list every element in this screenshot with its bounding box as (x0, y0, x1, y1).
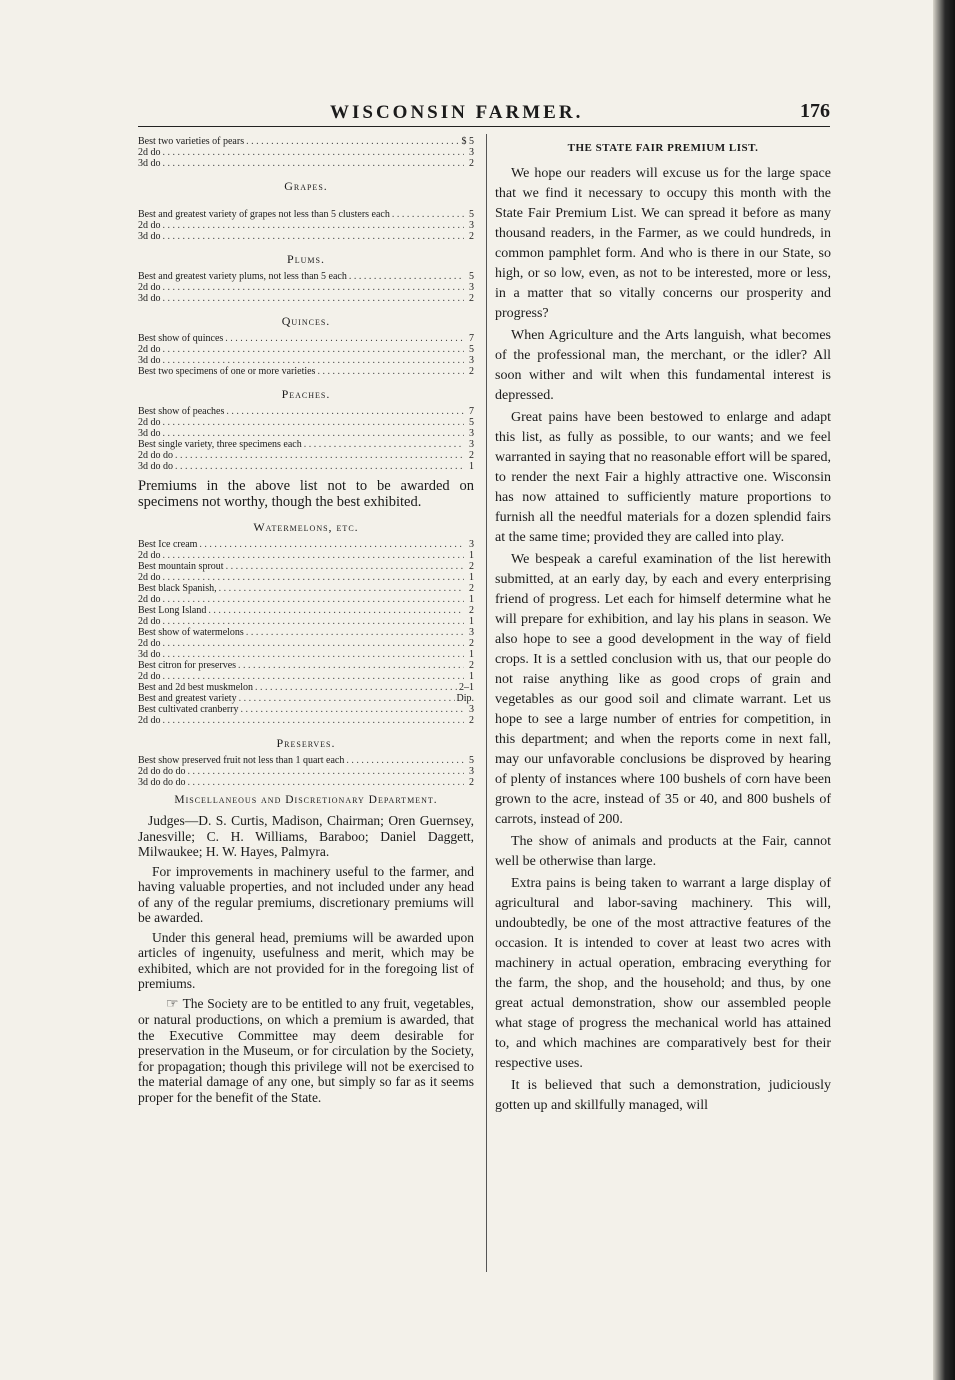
peaches-heading: Peaches. (281, 387, 331, 401)
list-item: 2d do . . . 3 (138, 282, 474, 293)
page-number: 176 (800, 100, 830, 122)
list-item: Best and greatest variety . . . Dip. (138, 693, 474, 704)
masthead-title: WISCONSIN FARMER. (330, 102, 584, 123)
list-item: 2d do . . . 5 (138, 344, 474, 355)
list-item: Best show of quinces . . . 7 (138, 333, 474, 344)
list-item: Best Long Island . . . 2 (138, 605, 474, 616)
list-item: 3d do . . . 3 (138, 428, 474, 439)
list-item: Best show of watermelons . . . 3 (138, 627, 474, 638)
article-paragraph: When Agriculture and the Arts languish, what becomes of the professional man, the merchant, or the idler? All soon wither and wilt when this fundamental interest is depressed. (495, 328, 831, 403)
misc-heading: Miscellaneous and Discretionary Department. (174, 794, 438, 806)
list-item: 2d do . . . 5 (138, 417, 474, 428)
list-item: Best two varieties of pears . . . $ 5 (138, 136, 474, 147)
plums-heading: Plums. (287, 252, 325, 266)
list-item: 3d do . . . 3 (138, 355, 474, 366)
pears-list (138, 136, 474, 169)
list-item: Best black Spanish, . . . 2 (138, 583, 474, 594)
list-item: 2d do . . . 1 (138, 616, 474, 627)
list-item: Best mountain sprout . . . 2 (138, 561, 474, 572)
list-item: Best single variety, three specimens each . . . 3 (138, 439, 474, 450)
list-item: Best and greatest variety of grapes not less than 5 clusters each . . . 5 (138, 198, 474, 220)
column-divider (486, 134, 487, 1272)
list-item: 3d do do . . . 1 (138, 461, 474, 472)
society-paragraph (138, 996, 474, 1106)
ingenuity-paragraph: Under this general head, premiums will be awarded upon articles of ingenuity, usefulness and merit, which may be exhibited, which are not provided for in the foregoing list of premiums. (138, 929, 474, 991)
list-item: 2d do . . . 3 (138, 220, 474, 231)
list-item: Best Ice cream . . . 3 (138, 539, 474, 550)
article-paragraph: We hope our readers will excuse us for the large space that we find it necessary to occupy this month with the State Fair Premium List. We can spread it before as many thousand readers, in the Farmer, as we could hundreds, in common pamphlet form. And who is there in our State, so high, or so low, even, as not to be interested, more or less, in a matter that so vitally concerns our prosperity and progress? (495, 166, 831, 321)
article-title: THE STATE FAIR PREMIUM LIST. (567, 142, 759, 154)
list-item: 2d do . . . 1 (138, 671, 474, 682)
judges-paragraph: Judges—D. S. Curtis, Madison, Chairman; Oren Guernsey, Janesville; C. H. Williams, Baraboo; Daniel Daggett, Milwaukee; H. W. Hayes, Palmyra. (138, 813, 474, 859)
list-item: Best and 2d best muskmelon . . . 2–1 (138, 682, 474, 693)
list-item: 2d do . . . 2 (138, 638, 474, 649)
machinery-paragraph: For improvements in machinery useful to the farmer, and having valuable properties, and not included under any head of any of the regular premiums, discretionary premiums will be awarded. (138, 863, 474, 925)
article-paragraph: It is believed that such a demonstration, judiciously gotten up and skillfully managed, will (495, 1078, 831, 1113)
list-item: Best cultivated cranberry . . . 3 (138, 704, 474, 715)
list-item: 3d do do do . . . 2 (138, 777, 474, 788)
preserves-heading: Preserves. (276, 736, 336, 750)
page-header (138, 100, 830, 127)
article-paragraph: The show of animals and products at the Fair, cannot well be otherwise than large. (495, 834, 831, 869)
article-paragraph: We bespeak a careful examination of the list herewith submitted, at an early day, by each and every enterprising friend of progress. Let each for himself determine what he will prepare for exhibition, and lay his plans in season. We also hope to see a good development in the way of field crops. It is a settled conclusion with us, that our people do not raise anything like as good crops of grain and vegetables as our good soil and climate warrant. Let us hope to see a large number of entries for competition, in this department; and when the reports come in next fall, may our unfavorable conclusions be disproved by hearing of plenty of instances where 100 bushels of corn have been grown to the acre, instead of 35 or 40, and 800 bushels of carrots, instead of 200. (495, 552, 831, 827)
left-column (138, 136, 474, 1105)
plums-list (138, 271, 474, 304)
quinces-list (138, 333, 474, 377)
grapes-list (138, 198, 474, 242)
list-item: Best show of peaches . . . 7 (138, 406, 474, 417)
watermelons-heading: Watermelons, etc. (253, 520, 359, 534)
list-item: 2d do do do . . . 3 (138, 766, 474, 777)
list-item: 3d do . . . 2 (138, 293, 474, 304)
list-item: 2d do . . . 1 (138, 572, 474, 583)
grapes-heading: Grapes. (284, 179, 328, 193)
list-item: 3d do . . . 2 (138, 231, 474, 242)
list-item: Best citron for preserves . . . 2 (138, 660, 474, 671)
list-item: 3d do . . . 1 (138, 649, 474, 660)
list-item: 2d do . . . 2 (138, 715, 474, 726)
list-item: 3d do . . . 2 (138, 158, 474, 169)
list-item: Best show preserved fruit not less than 1 quart each . . . 5 (138, 755, 474, 766)
preserves-list (138, 755, 474, 788)
list-item: 2d do . . . 1 (138, 550, 474, 561)
list-item: 2d do do . . . 2 (138, 450, 474, 461)
scan-binding-edge (933, 0, 955, 1380)
list-item: Best two specimens of one or more varieties . . . 2 (138, 366, 474, 377)
list-item: Best and greatest variety plums, not less than 5 each . . . 5 (138, 271, 474, 282)
pointing-hand-icon: ☞ (166, 996, 179, 1012)
premium-note: Premiums in the above list not to be awarded on specimens not worthy, though the best exhibited. (138, 478, 474, 510)
quinces-heading: Quinces. (281, 314, 331, 328)
list-item: 2d do . . . 1 (138, 594, 474, 605)
article-paragraph: Extra pains is being taken to warrant a large display of agricultural and labor-saving machinery. This will, undoubtedly, be one of the most attractive features of the occasion. It is intended to cover at least two acres with machinery in actual operation, embracing everything for the farm, the shop, and the household; and thus, by one great actual demonstration, show our assembled people what stage of progress the mechanical world has attained to, and which machines are comparatively best for their respective uses. (495, 876, 831, 1071)
watermelons-list (138, 539, 474, 726)
list-item: 2d do . . . 3 (138, 147, 474, 158)
society-paragraph-text: The Society are to be entitled to any fruit, vegetables, or natural productions, on which a premium is awarded, that the Executive Committee may deem desirable for preservation in the Museum, or for circulation by the Society, for propagation; though this privilege will not be exercised to the material damage of any one, but simply so far as it seems proper for the benefit of the State. (138, 995, 474, 1105)
right-column (495, 134, 831, 1116)
peaches-list (138, 406, 474, 472)
article-paragraph: Great pains have been bestowed to enlarge and adapt this list, as fully as possible, to our wants; and we feel warranted in saying that no reasonable effort will be spared, to render the next Fair a highly attractive one. Wisconsin has now attained to sufficiently mature proportions to furnish all the needful materials for a dozen splendid fairs at the same time; provided they are called into play. (495, 410, 831, 545)
